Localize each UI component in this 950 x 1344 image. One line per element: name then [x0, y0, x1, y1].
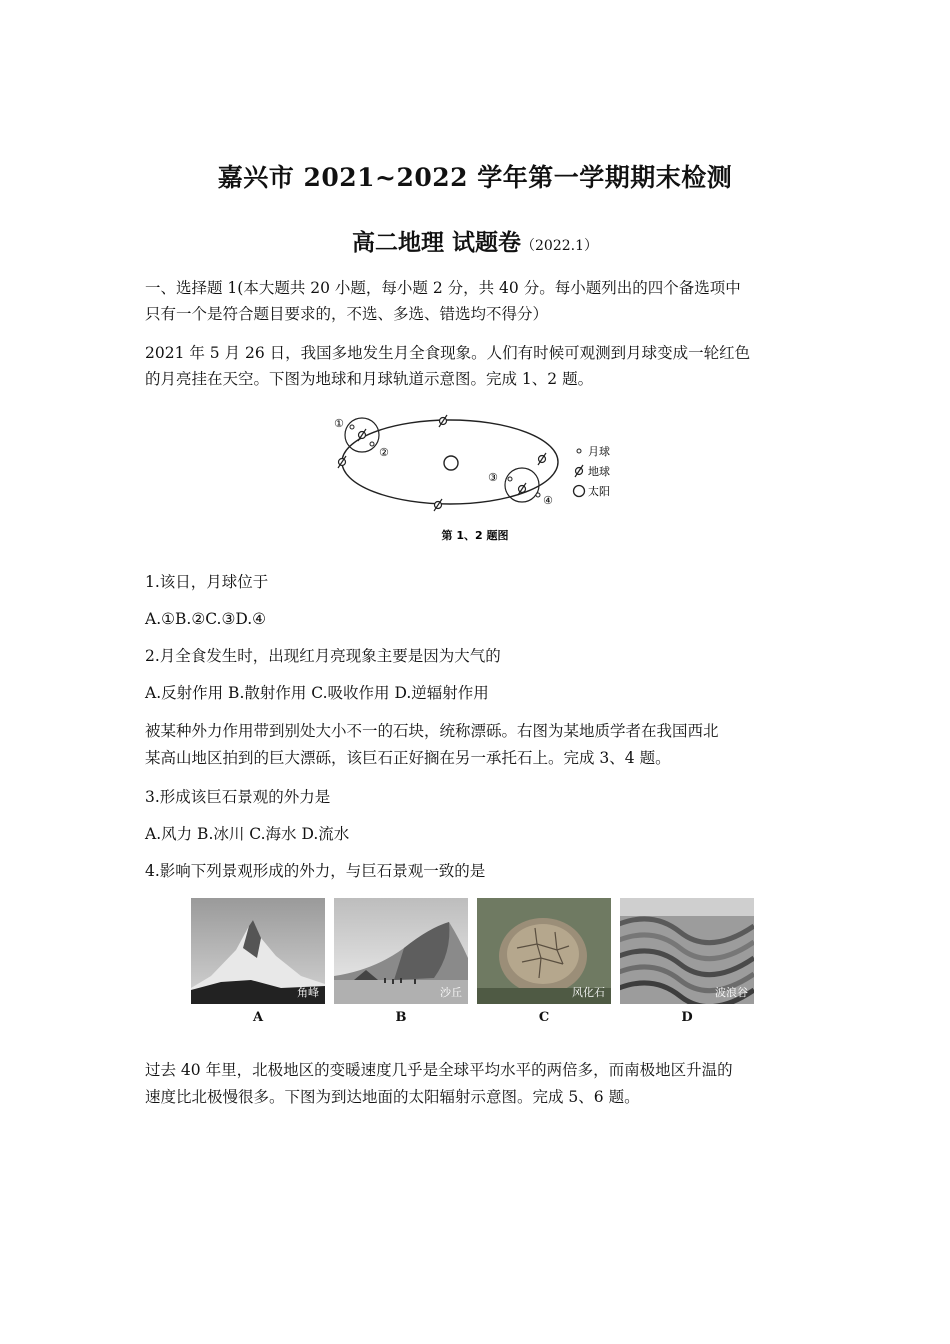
figure1-caption: 第 1、2 题图 — [441, 529, 509, 542]
legend-earth-label: 地球 — [588, 465, 610, 478]
legend-earth-icon — [575, 465, 583, 477]
marker-3: ③ — [488, 471, 498, 484]
subtitle-text: 高二地理 试题卷 — [351, 229, 521, 256]
photo-b-tag: 沙丘 — [440, 986, 462, 999]
photo-a-tag: 角峰 — [297, 986, 319, 999]
passage2-line2: 某高山地区拍到的巨大漂砾，该巨石正好搁在另一承托石上。完成 3、4 题。 — [145, 749, 671, 767]
passage1-line1: 2021 年 5 月 26 日，我国多地发生月全食现象。人们有时候可观测到月球变成一轮红色 — [145, 344, 751, 362]
q3-options: A.风力 B.冰川 C.海水 D.流水 — [145, 825, 350, 843]
legend-moon-label: 月球 — [588, 445, 610, 458]
section-intro-line2: 只有一个是符合题目要求的，不选、多选、错选均不得分） — [145, 305, 549, 323]
photo-a-horn — [191, 898, 325, 1004]
photo-c-letter: C — [538, 1010, 550, 1025]
legend-sun-label: 太阳 — [588, 485, 610, 498]
orbit-diagram — [325, 407, 625, 552]
q3-stem: 3.形成该巨石景观的外力是 — [145, 788, 331, 806]
q2-stem: 2.月全食发生时，出现红月亮现象主要是因为大气的 — [145, 647, 501, 665]
legend-moon-icon — [577, 449, 581, 453]
photo-d-wave-valley — [620, 898, 754, 1004]
exam-subtitle — [0, 224, 950, 257]
q2-options: A.反射作用 B.散射作用 C.吸收作用 D.逆辐射作用 — [145, 684, 489, 702]
photo-a-letter: A — [252, 1010, 264, 1025]
exam-date: （2022.1） — [521, 238, 598, 254]
q1-stem: 1.该日，月球位于 — [145, 573, 269, 591]
passage3-line2: 速度比北极慢很多。下图为到达地面的太阳辐射示意图。完成 5、6 题。 — [145, 1088, 640, 1106]
earth-symbols — [338, 415, 546, 511]
photo-d-tag: 波浪谷 — [715, 986, 748, 999]
photo-b-dune — [334, 898, 468, 1004]
marker-4: ④ — [543, 494, 553, 507]
marker-2: ② — [379, 446, 389, 459]
legend-sun-icon — [574, 486, 585, 497]
marker-1: ① — [334, 417, 344, 430]
landform-photos — [190, 898, 760, 1030]
q4-stem: 4.影响下列景观形成的外力，与巨石景观一致的是 — [145, 862, 486, 880]
q1-options: A.①B.②C.③D.④ — [145, 610, 267, 628]
photo-d-letter: D — [681, 1010, 693, 1025]
passage2-line1: 被某种外力作用带到别处大小不一的石块，统称漂砾。右图为某地质学者在我国西北 — [145, 722, 719, 740]
passage3-line1: 过去 40 年里，北极地区的变暖速度几乎是全球平均水平的两倍多，而南极地区升温的 — [145, 1061, 733, 1079]
photo-c-weathered-rock — [477, 898, 611, 1004]
section-intro-line1: 一、选择题 1(本大题共 20 小题，每小题 2 分，共 40 分。每小题列出的四个备选项中 — [145, 279, 741, 297]
photo-c-tag: 风化石 — [572, 986, 605, 999]
exam-title: 嘉兴市 2021~2022 学年第一学期期末检测 — [217, 163, 733, 192]
passage1-line2: 的月亮挂在天空。下图为地球和月球轨道示意图。完成 1、2 题。 — [145, 370, 594, 388]
sun-symbol — [444, 456, 458, 470]
photo-b-letter: B — [395, 1010, 407, 1025]
